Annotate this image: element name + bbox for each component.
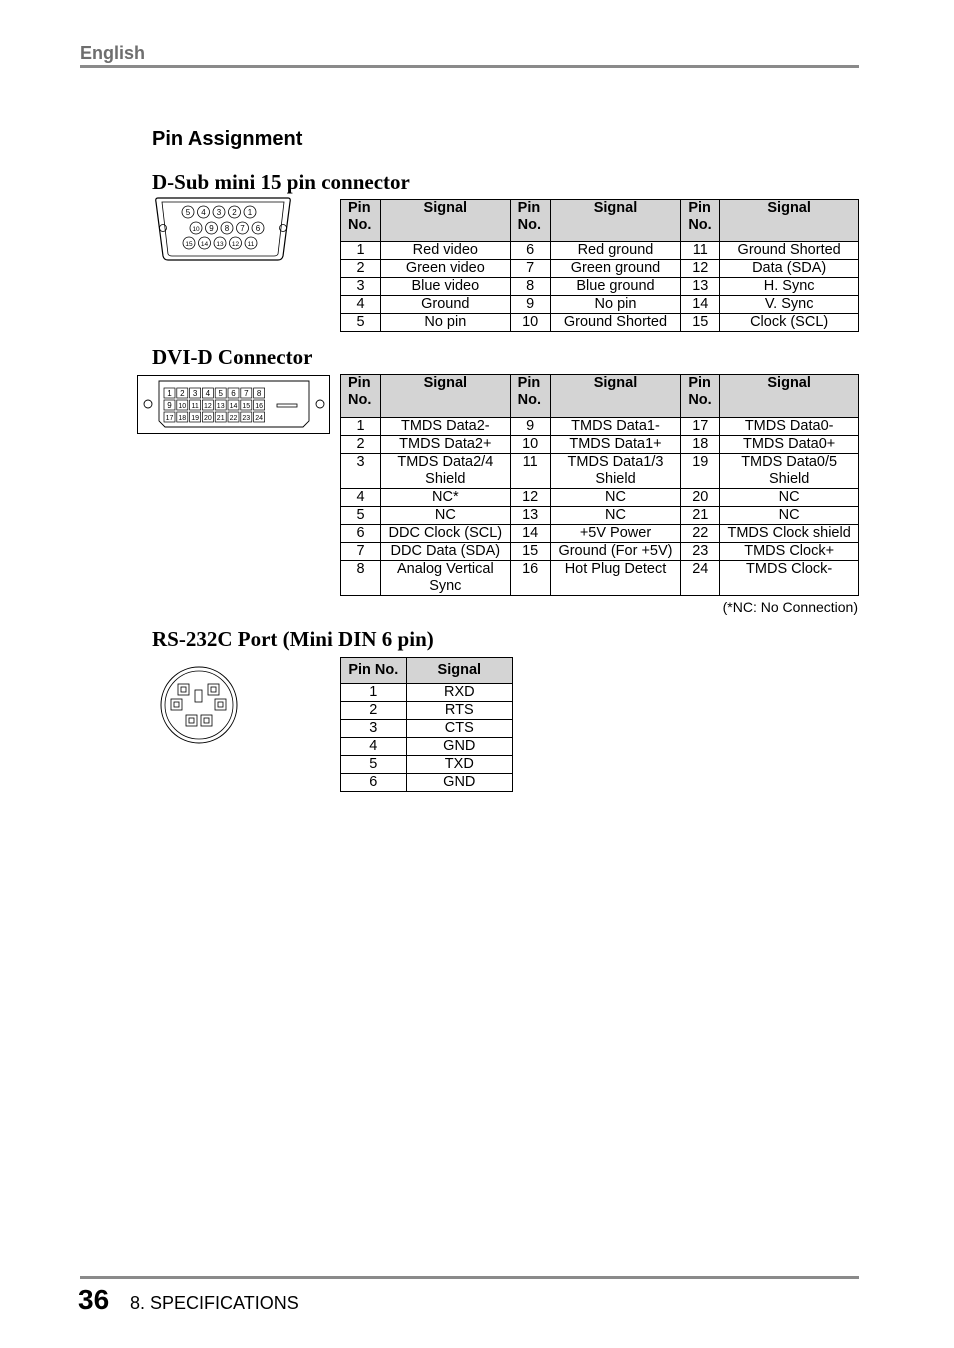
rs232-cell: 6 — [341, 774, 407, 792]
dsub-pin-label: 11 — [247, 241, 255, 248]
dvi-table-row — [341, 543, 859, 561]
dsub-header-signal-1: Signal — [380, 200, 510, 242]
rs232-table-row — [341, 720, 513, 738]
dsub-cell: Blue ground — [550, 278, 681, 296]
dvi-cell: 20 — [681, 489, 720, 507]
dvi-pin-label: 5 — [218, 389, 223, 398]
dsub-table-row — [341, 296, 859, 314]
dvi-cell: NC — [720, 489, 859, 507]
dvi-cell: 15 — [510, 543, 550, 561]
dvi-pin-label: 9 — [167, 401, 172, 410]
dsub-header-pin-no-3: Pin No. — [681, 200, 720, 242]
dsub-header-pin-no-2: Pin No. — [510, 200, 550, 242]
rs232-cell: TXD — [406, 756, 512, 774]
dvi-pin-table — [340, 374, 859, 596]
dvi-cell: 2 — [341, 436, 381, 454]
dvi-cell: 16 — [510, 561, 550, 596]
dsub-cell: 11 — [681, 242, 720, 260]
dsub-pin-label: 4 — [201, 208, 206, 217]
dvi-cell: +5V Power — [550, 525, 681, 543]
dsub-connector-diagram — [153, 196, 293, 264]
dsub-cell: Data (SDA) — [720, 260, 859, 278]
rs232-cell: 3 — [341, 720, 407, 738]
dsub-table-row — [341, 314, 859, 332]
dvi-cell: 4 — [341, 489, 381, 507]
rs232-table-row — [341, 738, 513, 756]
dsub-header-signal-3: Signal — [720, 200, 859, 242]
dsub-table-row — [341, 278, 859, 296]
dvi-cell: 1 — [341, 418, 381, 436]
dsub-cell: 10 — [510, 314, 550, 332]
dvi-cell: TMDS Data0+ — [720, 436, 859, 454]
dsub-cell: No pin — [550, 296, 681, 314]
dsub-cell: 1 — [341, 242, 381, 260]
dvi-pin-label: 2 — [180, 389, 185, 398]
dvi-cell: NC* — [380, 489, 510, 507]
rs232-cell: CTS — [406, 720, 512, 738]
dvi-cell: NC — [720, 507, 859, 525]
rs232-header-signal: Signal — [406, 658, 512, 684]
dvi-header-pin-no-2: Pin No. — [510, 375, 550, 418]
dvi-cell: 18 — [681, 436, 720, 454]
rs232-cell: 1 — [341, 684, 407, 702]
dsub-cell: Ground Shorted — [720, 242, 859, 260]
dvi-table-row — [341, 418, 859, 436]
dvi-cell: 7 — [341, 543, 381, 561]
dvi-table-row — [341, 525, 859, 543]
dvi-cell: TMDS Data1+ — [550, 436, 681, 454]
dsub-pin-label: 10 — [192, 226, 200, 233]
rs232-cell: 5 — [341, 756, 407, 774]
dvi-table-row — [341, 454, 859, 489]
dvi-cell: 6 — [341, 525, 381, 543]
dvi-cell: TMDS Data1/3 Shield — [550, 454, 681, 489]
mini-din-connector-diagram — [158, 666, 240, 744]
dvi-pin-label: 12 — [204, 403, 212, 410]
dvi-cell: 23 — [681, 543, 720, 561]
dsub-table-row — [341, 242, 859, 260]
dvi-cell: TMDS Data0- — [720, 418, 859, 436]
dvi-cell: 19 — [681, 454, 720, 489]
dvi-cell: 8 — [341, 561, 381, 596]
dsub-pin-label: 7 — [240, 224, 245, 233]
dvi-header-pin-no-1: Pin No. — [341, 375, 381, 418]
rs232-cell: RXD — [406, 684, 512, 702]
dvi-cell: TMDS Data0/5 Shield — [720, 454, 859, 489]
dvi-cell: TMDS Clock- — [720, 561, 859, 596]
dsub-cell: 5 — [341, 314, 381, 332]
dvi-pin-label: 23 — [242, 415, 251, 422]
dsub-pin-label: 6 — [255, 224, 261, 233]
dvi-pin-label: 14 — [229, 403, 238, 410]
dsub-pin-table — [340, 199, 859, 332]
dvi-table-row — [341, 489, 859, 507]
section-title: Pin Assignment — [152, 128, 303, 150]
dsub-cell: Red ground — [550, 242, 681, 260]
dsub-cell: 14 — [681, 296, 720, 314]
dvi-cell: 3 — [341, 454, 381, 489]
dsub-cell: Clock (SCL) — [720, 314, 859, 332]
dsub-pin-label: 9 — [209, 224, 214, 233]
dvi-connector-diagram — [137, 375, 331, 435]
dvi-cell: NC — [380, 507, 510, 525]
rs232-pin-table — [340, 657, 513, 792]
dsub-pin-label: 12 — [231, 241, 240, 248]
footer-section: 8. SPECIFICATIONS — [130, 1293, 299, 1313]
dvi-pin-label: 24 — [255, 415, 263, 422]
dvi-footnote: (*NC: No Connection) — [722, 599, 858, 615]
dvi-title: DVI-D Connector — [152, 345, 313, 369]
dsub-cell: 2 — [341, 260, 381, 278]
rs232-table-row — [341, 756, 513, 774]
rs232-table-row — [341, 702, 513, 720]
dsub-cell: Red video — [380, 242, 510, 260]
rs232-header-pin-no: Pin No. — [341, 658, 407, 684]
dsub-cell: Ground Shorted — [550, 314, 681, 332]
dvi-pin-label: 19 — [191, 415, 199, 422]
dvi-cell: 21 — [681, 507, 720, 525]
dvi-table-row — [341, 436, 859, 454]
dvi-cell: 9 — [510, 418, 550, 436]
dvi-pin-label: 3 — [192, 389, 198, 398]
dsub-cell: Blue video — [380, 278, 510, 296]
dvi-pin-label: 22 — [229, 415, 238, 422]
dsub-cell: V. Sync — [720, 296, 859, 314]
dvi-pin-label: 13 — [216, 403, 225, 410]
dvi-cell: TMDS Data2/4 Shield — [380, 454, 510, 489]
page-number: 36 — [78, 1284, 110, 1315]
dvi-pin-label: 7 — [244, 389, 249, 398]
dsub-cell: Green ground — [550, 260, 681, 278]
dvi-pin-label: 17 — [165, 415, 174, 422]
dsub-pin-label: 14 — [200, 241, 209, 248]
dsub-cell: 12 — [681, 260, 720, 278]
dsub-pin-label: 13 — [216, 241, 224, 248]
dvi-cell: 13 — [510, 507, 550, 525]
rs232-table-row — [341, 684, 513, 702]
dsub-cell: 9 — [510, 296, 550, 314]
dsub-cell: 8 — [510, 278, 550, 296]
dsub-cell: 7 — [510, 260, 550, 278]
dvi-pin-label: 1 — [167, 389, 172, 398]
dsub-pin-label: 2 — [232, 208, 237, 217]
dvi-cell: 24 — [681, 561, 720, 596]
rs232-table-row — [341, 774, 513, 792]
dsub-cell: 6 — [510, 242, 550, 260]
dvi-header-signal-3: Signal — [720, 375, 859, 418]
dvi-cell: TMDS Data1- — [550, 418, 681, 436]
rs232-cell: GND — [406, 774, 512, 792]
dsub-pin-label: 8 — [224, 224, 230, 233]
dsub-pin-label: 1 — [247, 208, 253, 217]
dvi-table-row — [341, 507, 859, 525]
dvi-cell: 14 — [510, 525, 550, 543]
rs232-cell: 4 — [341, 738, 407, 756]
dvi-header-pin-no-3: Pin No. — [681, 375, 720, 418]
rs232-title: RS-232C Port (Mini DIN 6 pin) — [152, 627, 434, 651]
dvi-pin-label: 16 — [255, 403, 263, 410]
dvi-pin-label: 8 — [256, 389, 262, 398]
dvi-header-signal-2: Signal — [550, 375, 681, 418]
header-rule — [80, 65, 859, 68]
rs232-cell: 2 — [341, 702, 407, 720]
dsub-pin-label: 15 — [185, 241, 193, 248]
dsub-pin-label: 3 — [216, 208, 222, 217]
rs232-cell: GND — [406, 738, 512, 756]
header-language: English — [80, 43, 146, 63]
dvi-cell: 5 — [341, 507, 381, 525]
dvi-cell: Hot Plug Detect — [550, 561, 681, 596]
dvi-pin-label: 4 — [205, 389, 211, 398]
dvi-pin-label: 6 — [231, 389, 236, 398]
footer-rule — [80, 1276, 859, 1279]
dvi-pin-label: 21 — [216, 415, 225, 422]
dsub-header-signal-2: Signal — [550, 200, 681, 242]
dsub-cell: Ground — [380, 296, 510, 314]
dvi-cell: TMDS Clock+ — [720, 543, 859, 561]
dvi-cell: DDC Data (SDA) — [380, 543, 510, 561]
dvi-pin-label: 11 — [191, 403, 199, 410]
dsub-cell: 4 — [341, 296, 381, 314]
dvi-cell: 10 — [510, 436, 550, 454]
dvi-pin-label: 15 — [242, 403, 251, 410]
dsub-cell: Green video — [380, 260, 510, 278]
dvi-cell: TMDS Clock shield — [720, 525, 859, 543]
dsub-cell: 15 — [681, 314, 720, 332]
dsub-cell: H. Sync — [720, 278, 859, 296]
dvi-cell: Ground (For +5V) — [550, 543, 681, 561]
dvi-pin-label: 10 — [178, 403, 187, 410]
dvi-cell: 17 — [681, 418, 720, 436]
dvi-table-row — [341, 561, 859, 596]
dsub-title: D-Sub mini 15 pin connector — [152, 170, 410, 194]
dvi-cell: 12 — [510, 489, 550, 507]
dvi-cell: 11 — [510, 454, 550, 489]
dsub-pin-label: 5 — [185, 208, 191, 217]
dsub-cell: 13 — [681, 278, 720, 296]
dvi-pin-label: 18 — [178, 415, 187, 422]
dvi-cell: TMDS Data2+ — [380, 436, 510, 454]
dvi-cell: DDC Clock (SCL) — [380, 525, 510, 543]
rs232-cell: RTS — [406, 702, 512, 720]
dvi-cell: TMDS Data2- — [380, 418, 510, 436]
dsub-table-row — [341, 260, 859, 278]
dvi-cell: NC — [550, 507, 681, 525]
dsub-cell: No pin — [380, 314, 510, 332]
dvi-pin-label: 20 — [204, 415, 212, 422]
dvi-cell: Analog Vertical Sync — [380, 561, 510, 596]
dvi-cell: 22 — [681, 525, 720, 543]
dsub-cell: 3 — [341, 278, 381, 296]
dsub-header-pin-no-1: Pin No. — [341, 200, 381, 242]
dvi-header-signal-1: Signal — [380, 375, 510, 418]
dvi-cell: NC — [550, 489, 681, 507]
